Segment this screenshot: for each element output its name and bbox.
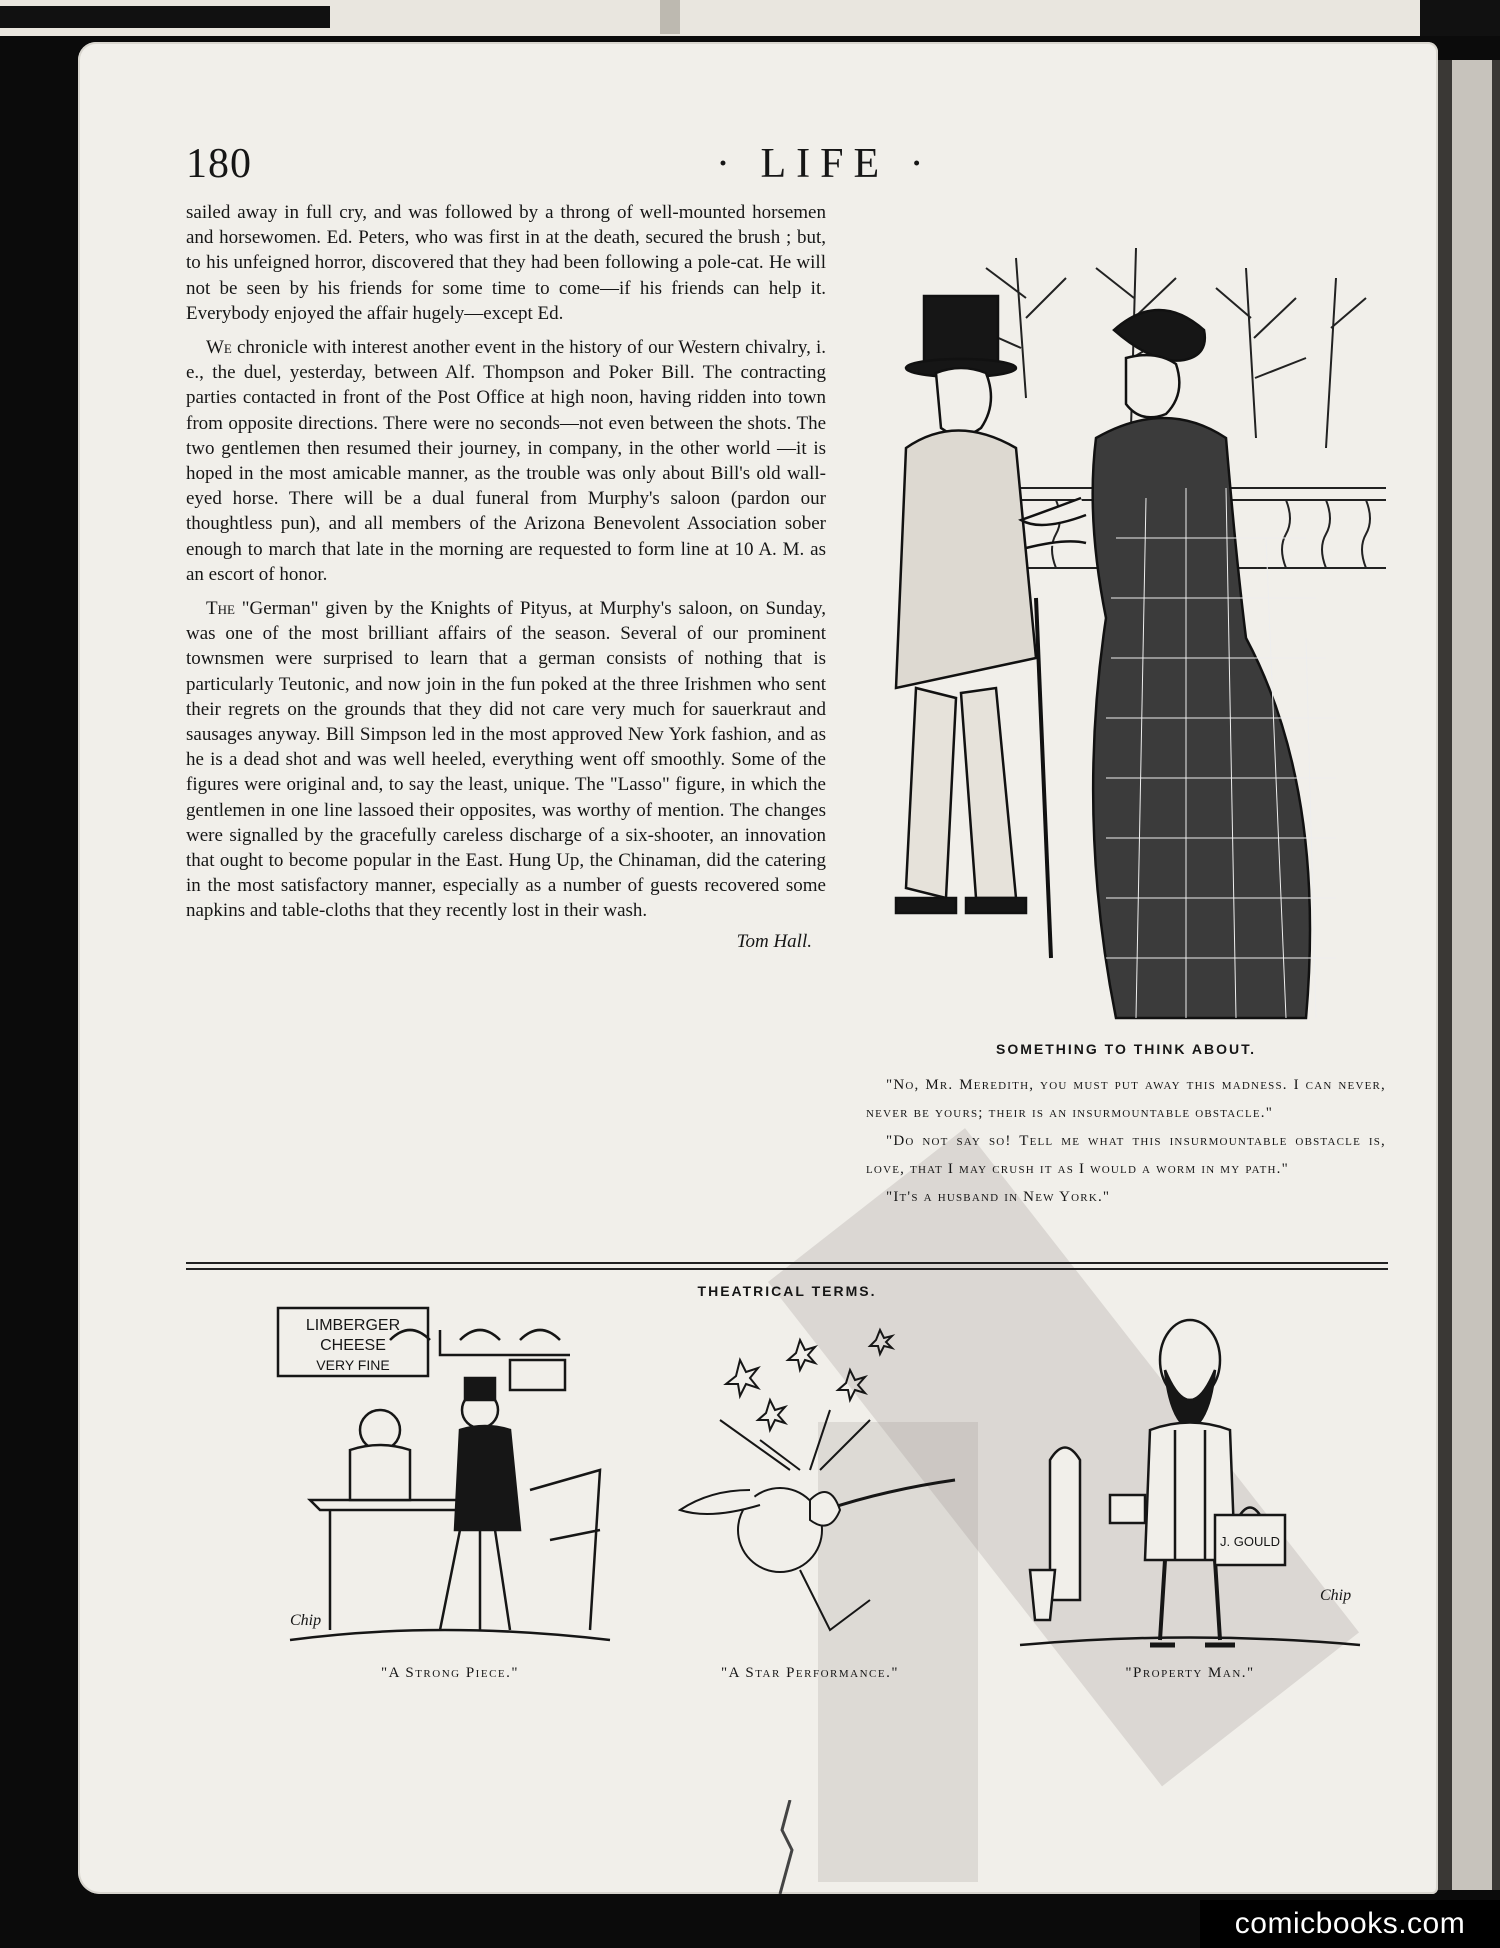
panel-caption-property-man: "Property Man." — [1125, 1665, 1255, 1681]
main-cartoon-caption — [866, 1035, 1386, 1211]
page-number: 180 — [186, 141, 252, 187]
courtship-illustration — [866, 238, 1386, 1038]
panel-property-man — [1000, 1300, 1380, 1660]
binding-edge — [1436, 60, 1500, 1890]
bag-label: J. GOULD — [1220, 1534, 1280, 1549]
artist-signature: Chip — [290, 1612, 322, 1629]
watermark-site: comicbooks.com — [1200, 1900, 1500, 1948]
cartoon-dialogue-line: "Do not say so! Tell me what this insurmountable obstacle is, love, that I may crush it as I would a worm in my path." — [866, 1133, 1386, 1177]
sign-line: CHEESE — [320, 1337, 386, 1354]
page-header — [186, 140, 1386, 200]
paragraph-lead: The — [206, 598, 235, 620]
panel-caption-strong-piece: "A Strong Piece." — [380, 1665, 519, 1681]
article-byline: Tom Hall. — [736, 930, 812, 952]
panel-strong-piece — [270, 1300, 630, 1660]
sign-line: LIMBERGER — [305, 1317, 401, 1334]
paragraph-text: sailed away in full cry, and was followed by a throng of well-mounted horsemen and horsewomen. Ed. Peters, who was first in at the death, secured the brush ; but, to his unfeigned horror, discovered that they had been following a pole-cat. He will not be seen by his friends for some time to come—if his friends can help it. Everybody enjoyed the affair hugely—except Ed. — [186, 202, 826, 324]
article-paragraph-3 — [186, 596, 826, 924]
next-page-edge — [0, 0, 1500, 36]
section-divider-bottom — [186, 1268, 1388, 1270]
article-column — [186, 200, 826, 954]
panel-star-performance — [640, 1300, 980, 1660]
section-divider-top — [186, 1262, 1388, 1264]
cartoon-title: SOMETHING TO THINK ABOUT. — [996, 1041, 1256, 1057]
section-title-theatrical: THEATRICAL TERMS. — [697, 1283, 877, 1299]
article-paragraph-2 — [186, 335, 826, 587]
paper-crack — [770, 1800, 810, 1894]
paragraph-text: "German" given by the Knights of Pityus, at Murphy's saloon, on Sunday, was one of the most brilliant affairs of the season. Several of our prominent townsmen were surprised to learn that a german consists of nothing that is particularly Teutonic, and now join in the fun poked at the three Irishmen who sent their regrets on the grounds that they did not care very much for sauerkraut and sausages anyway. Bill Simpson led in the most approved New York fashion, and as he is a dead shot and was well heeled, everything went off smoothly. Some of the figures were original and, to say the least, unique. The "Lasso" figure, in which the gentlemen in one line lassoed their opposites, was worthy of mention. The changes were signalled by the gracefully careless discharge of a six-shooter, an innovation that ought to become popular in the East. Hung Up, the Chinaman, did the catering in the most satisfactory manner, especially as a number of guests recovered some napkins and table-cloths that they recently lost in their wash. — [186, 598, 826, 922]
article-paragraph-1 — [186, 200, 826, 326]
cartoon-dialogue-line: "No, Mr. Meredith, you must put away this madness. I can never, never be yours; their is an insurmountable obstacle." — [866, 1077, 1386, 1121]
artist-signature: Chip — [1320, 1587, 1352, 1604]
panel-caption-star-performance: "A Star Performance." — [721, 1665, 899, 1681]
paragraph-lead: We — [206, 337, 232, 359]
sign-line: VERY FINE — [316, 1357, 390, 1373]
cartoon-dialogue-line: "It's a husband in New York." — [886, 1189, 1111, 1205]
paragraph-text: chronicle with interest another event in the history of our Western chivalry, i. e., the duel, yesterday, between Alf. Thompson and Poker Bill. The contracting parties contacted in front of the Post Office at high noon, having ridden into town from opposite directions. There were no seconds—not even between the shots. The two gentlemen then resumed their journey, in company, in the other world —it is hoped in the most amicable manner, as the trouble was only about Bill's old wall-eyed horse. There will be a dual funeral from Murphy's saloon (pardon our thoughtless pun), and all members of the Arizona Benevolent Association sober enough to march that late in the morning are requested to form line at 10 A. M. as an escort of honor. — [186, 337, 826, 585]
masthead-title: · LIFE · — [716, 141, 934, 187]
